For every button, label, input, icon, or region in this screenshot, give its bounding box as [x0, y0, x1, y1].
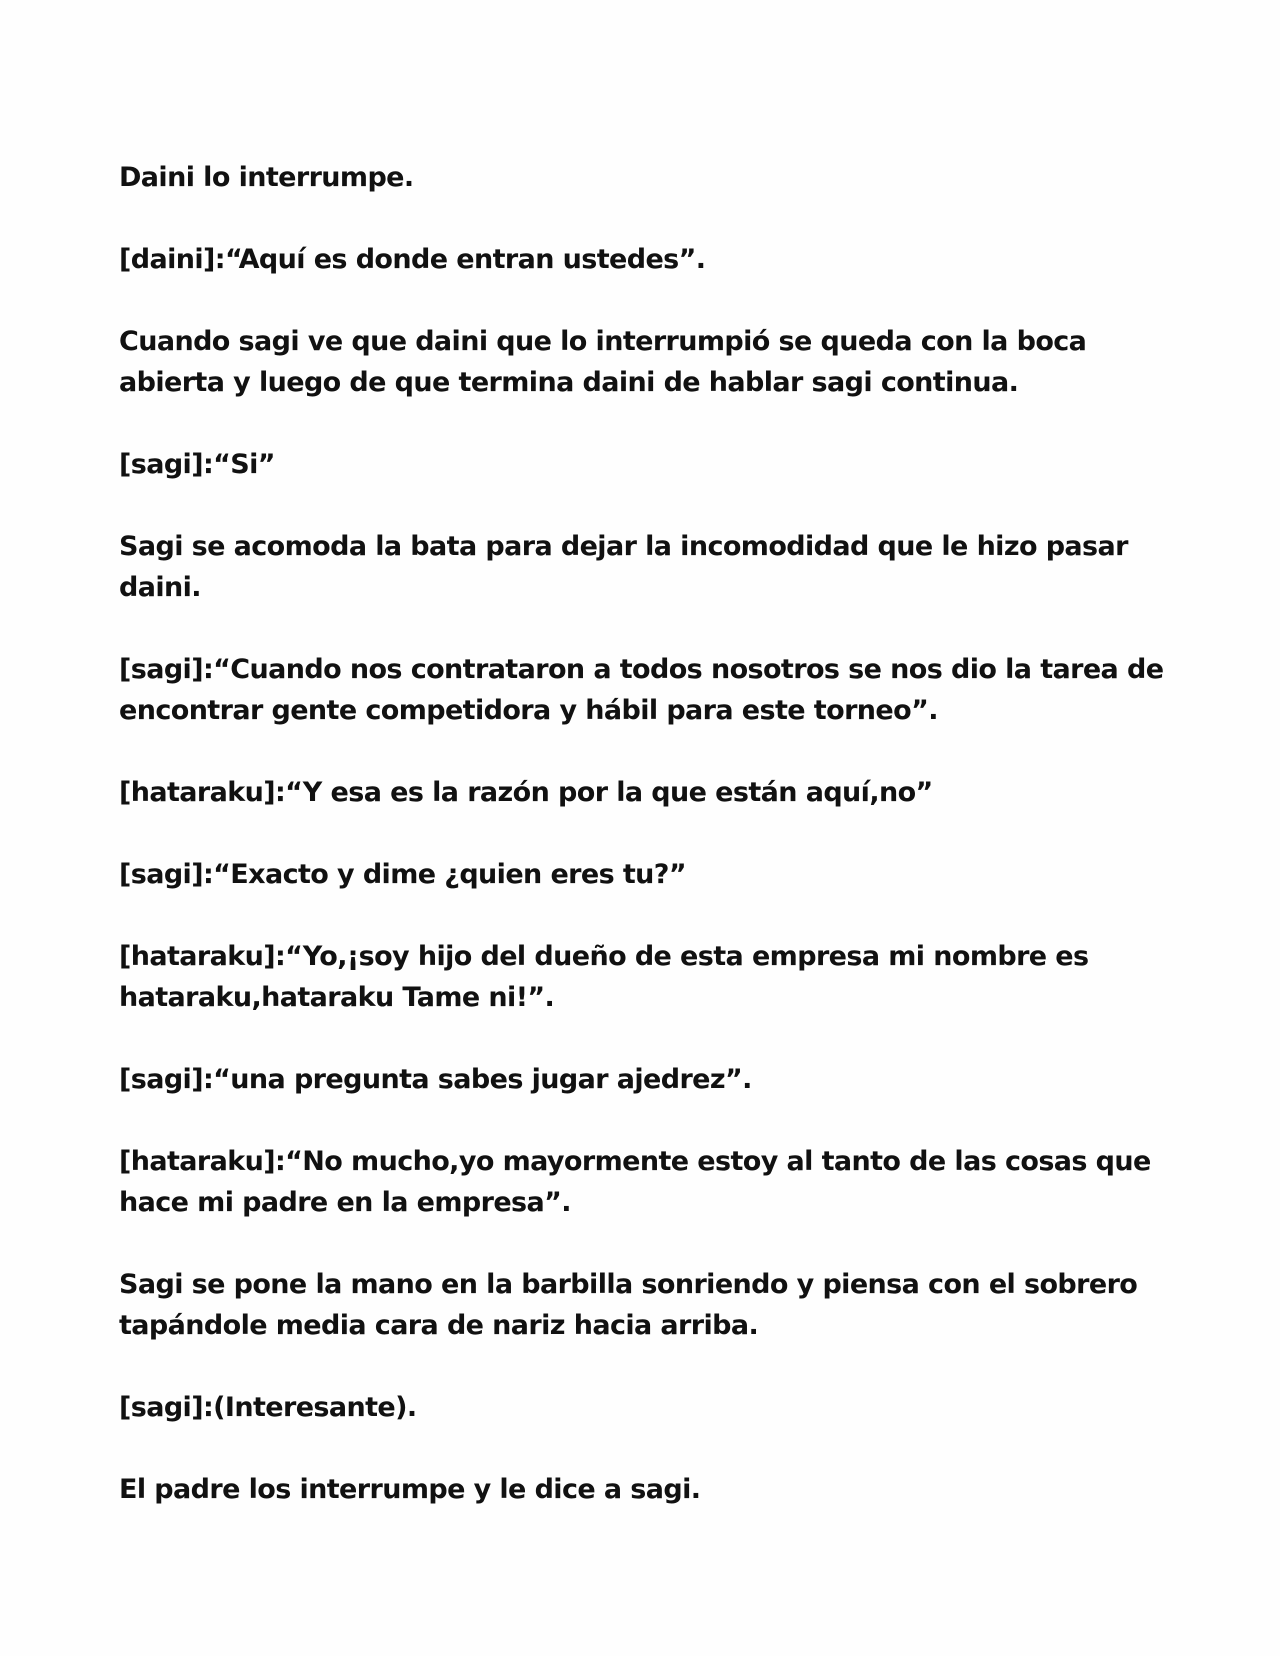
dialogue-line: [sagi]:“Cuando nos contrataron a todos nosotros se nos dio la tarea de encontrar gente competidora y hábil para este torneo”.: [119, 654, 1164, 726]
dialogue-line: [sagi]:“Si”: [119, 449, 275, 480]
dialogue-line: [hataraku]:“No mucho,yo mayormente estoy al tanto de las cosas que hace mi padre en la empresa”.: [119, 1146, 1151, 1218]
paragraph: Cuando sagi ve que daini que lo interrumpió se queda con la boca abierta y luego de que termina daini de hablar sagi continua.: [119, 326, 1087, 398]
document-body: [119, 157, 1179, 1551]
dialogue-line: [hataraku]:“Y esa es la razón por la que están aquí,no”: [119, 777, 933, 808]
dialogue-line: [hataraku]:“Yo,¡soy hijo del dueño de esta empresa mi nombre es hataraku,hataraku Tame ni!”.: [119, 941, 1089, 1013]
paragraph: Daini lo interrumpe.: [119, 162, 414, 193]
paragraph: Sagi se pone la mano en la barbilla sonriendo y piensa con el sobrero tapándole media cara de nariz hacia arriba.: [119, 1269, 1138, 1341]
dialogue-line: [sagi]:(Interesante).: [119, 1392, 417, 1423]
paragraph: Sagi se acomoda la bata para dejar la incomodidad que le hizo pasar daini.: [119, 531, 1128, 603]
dialogue-line: [daini]:“Aquí es donde entran ustedes”.: [119, 244, 706, 275]
dialogue-line: [sagi]:“Exacto y dime ¿quien eres tu?”: [119, 859, 687, 890]
dialogue-line: [sagi]:“una pregunta sabes jugar ajedrez”.: [119, 1064, 752, 1095]
paragraph: El padre los interrumpe y le dice a sagi.: [119, 1474, 701, 1505]
